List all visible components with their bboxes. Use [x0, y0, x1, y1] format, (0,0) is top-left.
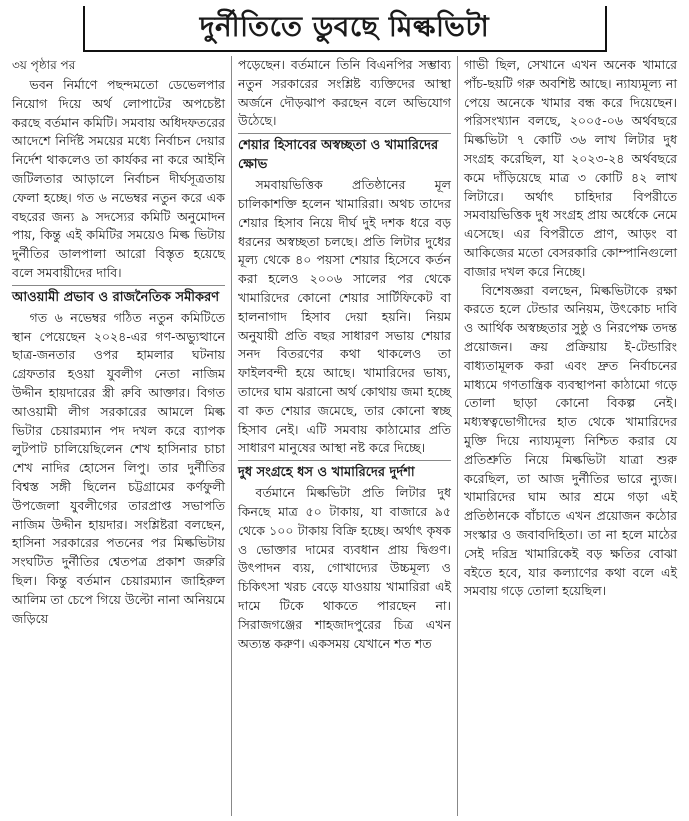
col2-subheading-2: দুধ সংগ্রহে ধস ও খামারিদের দুর্দশা: [238, 460, 451, 482]
col2-paragraph-3: বর্তমানে মিল্কভিটা প্রতি লিটার দুধ কিনছে মাত্র ৫০ টাকায়, যা বাজারে ৯৫ থেকে ১০০ টাকায় বিক্রি হচ্ছে। অর্থাৎ কৃষক ও ভোক্তার দামের ব্যবধান প্রায় দ্বিগুণ। উৎপাদন ব্যয়, গোখাদ্যের উচ্চমূল্য ও চিকিৎসা খরচ বেড়ে যাওয়ায় খামারিরা এই দামে টিকে থাকতে পারছেন না। সিরাজগঞ্জের শাহজাদপুরের চিত্র এখন অত্যন্ত করুণ। একসময় যেখানে শত শত: [238, 485, 451, 651]
col2-subheading-1: শেয়ার হিসাবের অস্বচ্ছতা ও খামারিদের ক্ষোভ: [238, 133, 451, 174]
column-3: [457, 56, 683, 816]
column-2: [231, 56, 457, 816]
col3-paragraph-2: বিশেষজ্ঞরা বলছেন, মিল্কভিটাকে রক্ষা করতে হলে টেন্ডার অনিয়ম, উৎকোচ দাবি ও আর্থিক অস্বচ্ছতার সুষ্ঠু ও নিরপেক্ষ তদন্ত প্রয়োজন। ক্রয় প্রক্রিয়ায় ই-টেন্ডারিং বাধ্যতামূলক করা এবং দ্রুত নির্বাচনের মাধ্যমে গণতান্ত্রিক ব্যবস্থাপনা কাঠামো গড়ে তোলা ছাড়া কোনো বিকল্প নেই। মধ্যস্বত্বভোগীদের হাত থেকে খামারিদের মুক্তি দিয়ে ন্যায্যমূল্য নিশ্চিত করার যে প্রতিশ্রুতি নিয়ে মিল্কভিটা যাত্রা শুরু করেছিল, তা আজ দুর্নীতির ভারে ন্যুজ। খামারিদের ঘাম আর শ্রমে গড়া এই প্রতিষ্ঠানকে বাঁচাতে এখন প্রয়োজন কঠোর সংস্কার ও জবাবদিহিতা। তা না হলে মাঠের সেই দরিদ্র খামারিকেই বড় ক্ষতির বোঝা বইতে হবে, যার কল্যাণের কথা বলে এই সমবায় গড়ে তোলা হয়েছিল।: [464, 282, 677, 599]
col1-paragraph-1: ভবন নির্মাণে পছন্দমতো ডেভেলপার নিয়োগ দিয়ে অর্থ লোপাটের অপচেষ্টা করছে বর্তমান কমিটি। সমবায় অধিদফতরের আদেশে নির্দিষ্ট সময়ের মধ্যে নির্বাচন দেয়ার নির্দেশ থাকলেও তা কার্যকর না করে আইনি জটিলতার আড়ালে নির্বাচন দীর্ঘসূত্রতায় ফেলা হচ্ছে। গত ৬ নভেম্বর নতুন করে এক বছরের জন্য ৯ সদস্যের কমিটি অনুমোদন পায়, কিন্তু এই কমিটির সময়েও মিল্ক ভিটায় দুর্নীতির ডালপালা আরো বিস্তৃত হয়েছে বলে সমবায়ীদের দাবি।: [12, 77, 225, 280]
headline-box: [83, 6, 607, 52]
col1-paragraph-2: গত ৬ নভেম্বর গঠিত নতুন কমিটিতে স্থান পেয়েছেন ২০২৪-এর গণ-অভ্যুত্থানে ছাত্র-জনতার ওপর হামলার ঘটনায় গ্রেফতার হওয়া যুবলীগ নেতা নাজিম উদ্দীন হায়দারের স্ত্রী রুবি আক্তার। বিগত আওয়ামী লীগ সরকারের আমলে মিল্ক ভিটার চেয়ারম্যান পদ দখল করে ব্যাপক লুটপাট চালিয়েছিলেন শেখ হাসিনার চাচা শেখ নাদির হোসেন লিপু। তার দুর্নীতির বিশ্বস্ত সঙ্গী ছিলেন চট্টগ্রামের কর্ণফুলী উপজেলা যুবলীগের তারপ্রাপ্ত সভাপতি নাজিম উদ্দীন হায়দার। সংশ্লিষ্টরা বলছেন, হাসিনা সরকারের পতনের পর মিল্কভিটায় সংঘটিত দুর্নীতির শ্বেতপত্র প্রকাশ জরুরি ছিল। কিন্তু বর্তমান চেয়ারম্যান জাহিরুল আলিম তা চেপে গিয়ে উল্টো নানা অনিয়মে জড়িয়ে: [12, 309, 225, 626]
article-columns: [6, 56, 683, 816]
col2-paragraph-1: পড়েছেন। বর্তমানে তিনি বিএনপির সম্ভাব্য নতুন সরকারের সংশ্লিষ্ট ব্যক্তিদের আস্থা অর্জনে দৌড়ঝাপ করছেন বলে অভিযোগ উঠেছে।: [238, 57, 451, 129]
column-1: [6, 56, 231, 816]
col1-subheading: আওয়ামী প্রভাব ও রাজনৈতিক সমীকরণ: [12, 285, 225, 307]
col2-paragraph-2: সমবায়ভিত্তিক প্রতিষ্ঠানের মূল চালিকাশক্তি হলেন খামারিরা। অথচ তাদের শেয়ার হিসাব নিয়ে দীর্ঘ দুই দশক ধরে বড় ধরনের অস্বচ্ছতা চলছে। প্রতি লিটার দুধের মূল্য থেকে ৪০ পয়সা শেয়ার হিসেবে কর্তন করা হলেও ২০০৬ সালের পর থেকে খামারিদের কোনো শেয়ার সার্টিফিকেট বা হালনাগাদ হিসাব দেয়া হয়নি। নিয়ম অনুযায়ী প্রতি বছর সাধারণ সভায় শেয়ার সনদ বিতরণের কথা থাকলেও তা ফাইলবন্দী হয়ে আছে। খামারিদের ভাষ্য, তাদের ঘাম ঝরানো অর্থ কোথায় জমা হচ্ছে বা কত শেয়ার জমেছে, তার কোনো স্বচ্ছ হিসাব নেই। এটি সমবায় কাঠামোর প্রতি সাধারণ মানুষের আস্থা নষ্ট করে দিচ্ছে।: [238, 177, 451, 456]
headline: দুর্নীতিতে ডুবছে মিল্কভিটা: [199, 9, 490, 43]
col3-paragraph-1: গাভী ছিল, সেখানে এখন অনেক খামারে পাঁচ-ছয়টি গরু অবশিষ্ট আছে। ন্যায্যমূল্য না পেয়ে অনেকে খামার বন্ধ করে দিয়েছেন। পরিসংখ্যান বলছে, ২০০৫-০৬ অর্থবছরে মিল্কভিটা ৭ কোটি ৩৬ লাখ লিটার দুধ সংগ্রহ করেছিল, যা ২০২৩-২৪ অর্থবছরে কমে দাঁড়িয়েছে মাত্র ৩ কোটি ৪২ লাখ লিটারে। অর্থাৎ চাহিদার বিপরীতে সমবায়ভিত্তিক দুধ সংগ্রহ প্রায় অর্ধেকে নেমে এসেছে। এর বিপরীতে প্রাণ, আড়ং বা আকিজের মতো বেসরকারি কোম্পানিগুলো বাজার দখল করে নিচ্ছে।: [464, 57, 677, 279]
continued-from-label: ৩য় পৃষ্ঠার পর: [12, 58, 76, 72]
